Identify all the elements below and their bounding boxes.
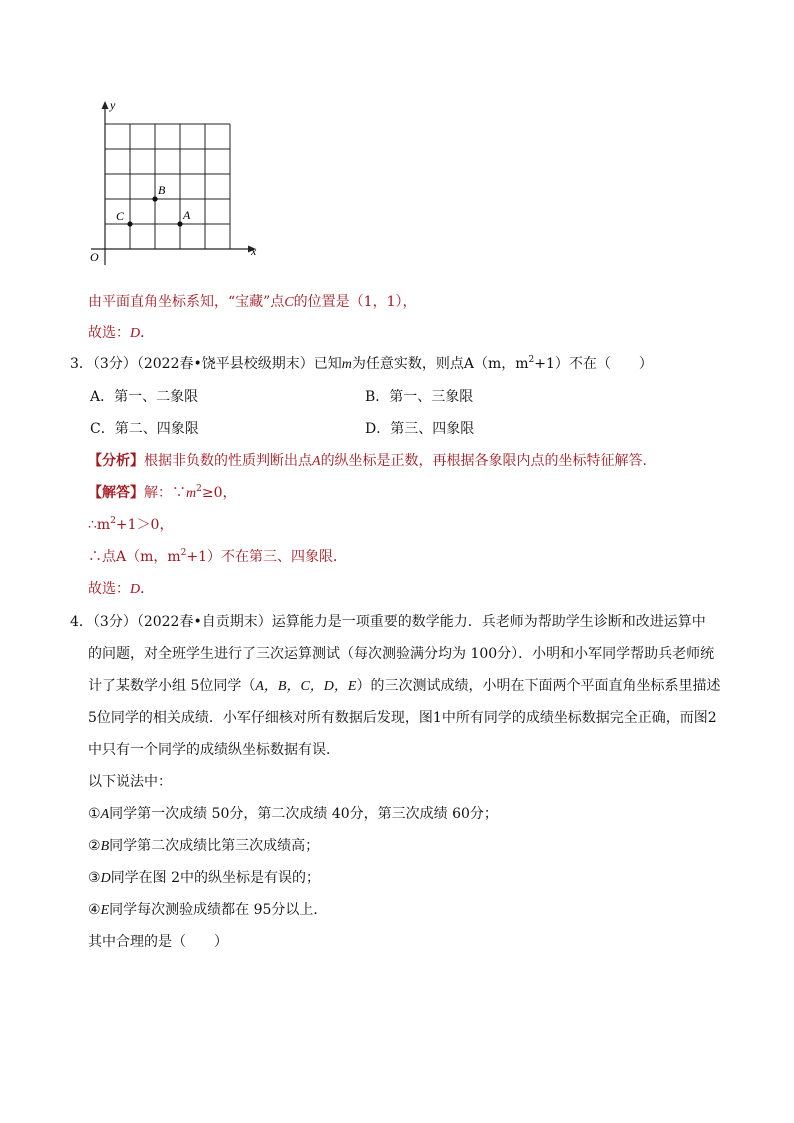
q3-option-c: C．第二、四象限: [90, 421, 199, 437]
origin-label: O: [90, 250, 99, 264]
q4-statement-4: ④E同学每次测验成绩都在 95分以上．: [88, 902, 328, 918]
q4-stem-line-4: 5位同学的相关成绩．小军仔细核对所有数据后发现，图1中所有同学的成绩坐标数据完全正确，而图2: [88, 710, 717, 726]
q4-stem-line-2: 的问题，对全班学生进行了三次运算测试（每次测验满分均为 100分）．小明和小军同学帮助兵老师统: [88, 646, 715, 662]
q4-statement-2: ②B同学第二次成绩比第三次成绩高；: [88, 838, 320, 854]
q4-statement-1: ①A同学第一次成绩 50分，第二次成绩 40分，第三次成绩 60分；: [88, 806, 498, 822]
q4-statement-3: ③D同学在图 2中的纵坐标是有误的；: [88, 870, 321, 886]
point-b: [152, 196, 157, 201]
q4-stem-line-1: 4．（3分）（2022春•自贡期末）运算能力是一项重要的数学能力．兵老师为帮助学生诊断和改进运算中: [70, 614, 706, 630]
q3-answer: 故选：D．: [88, 581, 155, 597]
q4-stem-line-3: 计了某数学小组 5位同学（A，B，C，D，E）的三次测试成绩，小明在下面两个平面直角坐标系里描述: [88, 678, 721, 694]
point-label-b: B: [158, 183, 166, 197]
q3-step-3: ∴点A（m，$m^2+1$）不在第三、四象限．: [88, 548, 348, 565]
q3-stem: 3．（3分）（2022春•饶平县校级期末）已知m为任意实数，则点A（m，$m^2+1$）不在（ ）: [70, 355, 653, 372]
q4-intro: 以下说法中：: [88, 774, 172, 790]
q2-answer: 故选：D．: [88, 325, 155, 341]
coordinate-grid-figure: [85, 95, 270, 270]
q3-step-2: $\therefore m^2+1>0$，: [88, 516, 174, 533]
q3-option-a: A．第一、二象限: [90, 389, 199, 405]
q2-explanation: 由平面直角坐标系知，“宝藏”点C的位置是（1，1），: [88, 294, 417, 310]
point-label-a: A: [183, 208, 191, 222]
q4-stem-line-5: 中只有一个同学的成绩纵坐标数据有误．: [88, 742, 340, 758]
q4-question: 其中合理的是（ ）: [88, 934, 228, 950]
y-axis-arrow: [102, 101, 109, 109]
point-label-c: C: [116, 209, 125, 223]
point-c: [127, 221, 132, 226]
q3-solution: 【解答】解：$\because m^2\ge 0$，: [88, 484, 237, 501]
x-axis-label: x: [251, 244, 257, 258]
q3-option-d: D．第三、四象限: [365, 421, 475, 437]
q3-analysis: 【分析】根据非负数的性质判断出点A的纵坐标是正数，再根据各象限内点的坐标特征解答．: [88, 453, 657, 469]
grid-lines: [105, 124, 230, 249]
q3-option-b: B．第一、三象限: [365, 389, 474, 405]
point-a: [177, 221, 182, 226]
y-axis-label: y: [110, 98, 116, 112]
